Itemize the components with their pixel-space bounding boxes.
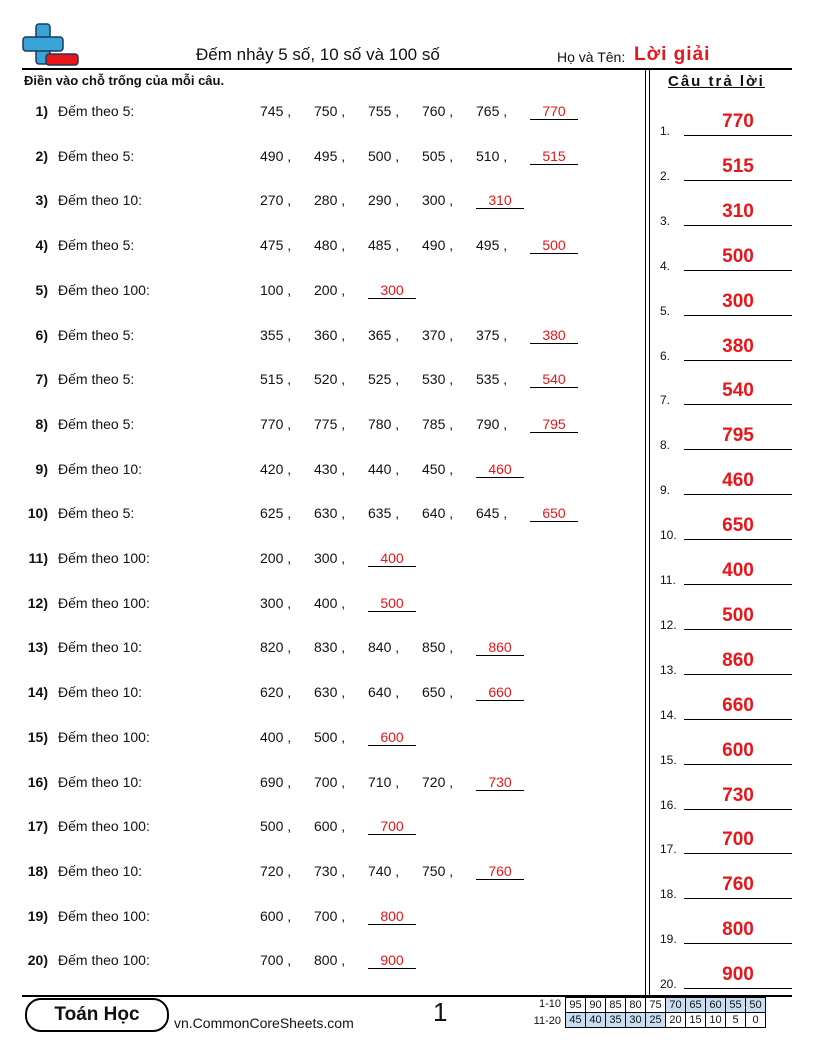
- worksheet-title: Đếm nhảy 5 số, 10 số và 100 số: [196, 45, 440, 64]
- question-prompt: Đếm theo 10:: [58, 684, 143, 701]
- sequence-term: 505 ,: [422, 147, 454, 164]
- answer-value: 800: [722, 919, 754, 941]
- answer-value: 770: [722, 111, 754, 132]
- question-number: 5): [35, 281, 48, 298]
- answer-key-row: [660, 512, 792, 542]
- number-sequence: [260, 639, 524, 656]
- sequence-term: 720 ,: [260, 862, 292, 879]
- answer-number: 1.: [660, 124, 671, 138]
- answer-value: 460: [722, 470, 754, 492]
- answer-blank: 540: [530, 371, 578, 388]
- sequence-term: 420 ,: [260, 460, 292, 477]
- sequence-term: 515 ,: [260, 371, 292, 388]
- question-prompt: Đếm theo 5:: [58, 415, 135, 432]
- question-row: [0, 371, 640, 401]
- question-prompt: Đếm theo 100:: [58, 594, 150, 611]
- score-cell: 70: [666, 998, 686, 1013]
- sequence-term: 490 ,: [260, 147, 292, 164]
- sequence-term: 430 ,: [314, 460, 346, 477]
- question-prompt: Đếm theo 10:: [58, 460, 143, 477]
- sequence-term: 280 ,: [314, 192, 346, 209]
- answer-key-row: [660, 647, 792, 677]
- sequence-term: 650 ,: [422, 684, 454, 701]
- answer-key-row: [660, 916, 792, 946]
- answer-line: [684, 180, 792, 181]
- question-prompt: Đếm theo 100:: [58, 907, 150, 924]
- number-sequence: [260, 595, 416, 612]
- answer-number: 13.: [660, 662, 677, 677]
- brand-badge: Toán Học: [25, 998, 169, 1032]
- sequence-term: 630 ,: [314, 505, 346, 522]
- answer-line: [684, 764, 792, 765]
- sequence-term: 620 ,: [260, 684, 292, 701]
- score-cell: 60: [706, 998, 726, 1013]
- number-sequence: [260, 371, 578, 388]
- answer-number: 15.: [660, 752, 677, 767]
- answer-value: 300: [722, 290, 754, 312]
- sequence-term: 475 ,: [260, 237, 292, 254]
- question-number: 7): [35, 371, 48, 388]
- sequence-term: 750 ,: [314, 103, 346, 119]
- answer-blank: 460: [476, 461, 524, 478]
- answer-value: 515: [722, 155, 754, 177]
- answer-key-row: [660, 602, 792, 632]
- answer-blank: 700: [368, 818, 416, 835]
- answer-line: [684, 270, 792, 271]
- question-row: [0, 416, 640, 446]
- answer-number: 12.: [660, 617, 677, 632]
- top-rule: [22, 68, 792, 70]
- answer-blank: 400: [368, 550, 416, 567]
- number-sequence: [260, 461, 524, 478]
- sequence-term: 600 ,: [314, 818, 346, 835]
- sequence-term: 700 ,: [314, 907, 346, 924]
- number-sequence: [260, 684, 524, 701]
- answer-number: 19.: [660, 932, 677, 947]
- question-row: [0, 684, 640, 714]
- answer-key-row: [660, 826, 792, 856]
- sequence-term: 480 ,: [314, 237, 346, 254]
- answer-blank: 730: [476, 774, 524, 791]
- sequence-term: 830 ,: [314, 639, 346, 656]
- answer-value: 660: [722, 694, 754, 716]
- question-number: 20): [27, 952, 48, 969]
- question-number: 9): [35, 460, 48, 477]
- question-number: 12): [27, 594, 48, 611]
- sequence-term: 840 ,: [368, 639, 400, 656]
- question-row: [0, 461, 640, 491]
- answer-line: [684, 584, 792, 585]
- sequence-term: 525 ,: [368, 371, 400, 388]
- score-cell: 65: [686, 998, 706, 1013]
- answer-number: 17.: [660, 842, 677, 857]
- name-label: Họ và Tên:: [557, 49, 626, 65]
- question-prompt: Đếm theo 100:: [58, 728, 150, 745]
- answer-key-row: [660, 871, 792, 901]
- answer-line: [684, 898, 792, 899]
- question-prompt: Đếm theo 100:: [58, 818, 150, 835]
- answer-value: 900: [722, 964, 754, 986]
- sequence-term: 375 ,: [476, 326, 508, 343]
- answer-key-row: [660, 377, 792, 407]
- answer-value: 650: [722, 515, 754, 537]
- answer-value: 540: [722, 380, 754, 402]
- answer-value: 600: [722, 739, 754, 761]
- answer-blank: 300: [368, 282, 416, 299]
- answer-number: 10.: [660, 528, 677, 543]
- question-row: [0, 103, 640, 133]
- answer-key-row: [660, 422, 792, 452]
- number-sequence: [260, 237, 578, 254]
- question-number: 14): [27, 684, 48, 701]
- question-row: [0, 818, 640, 848]
- answer-key-row: [660, 198, 792, 228]
- answer-blank: 660: [476, 684, 524, 701]
- score-cell: 0: [746, 1013, 766, 1028]
- number-sequence: [260, 863, 524, 880]
- sequence-term: 370 ,: [422, 326, 454, 343]
- sequence-term: 760 ,: [422, 103, 454, 119]
- sequence-term: 750 ,: [422, 862, 454, 879]
- answer-value: 795: [722, 425, 754, 447]
- sequence-term: 535 ,: [476, 371, 508, 388]
- number-sequence: [260, 952, 416, 969]
- question-row: [0, 237, 640, 267]
- question-row: [0, 863, 640, 893]
- number-sequence: [260, 416, 578, 433]
- answer-blank: 380: [530, 327, 578, 344]
- sequence-term: 530 ,: [422, 371, 454, 388]
- question-prompt: Đếm theo 100:: [58, 281, 150, 298]
- sequence-term: 200 ,: [314, 281, 346, 298]
- answer-value: 700: [722, 829, 754, 851]
- question-prompt: Đếm theo 5:: [58, 103, 135, 119]
- answer-key-row: [660, 108, 792, 138]
- sequence-term: 820 ,: [260, 639, 292, 656]
- sequence-term: 300 ,: [260, 594, 292, 611]
- sequence-term: 300 ,: [314, 550, 346, 566]
- score-cell: 35: [606, 1013, 626, 1028]
- question-number: 1): [35, 103, 48, 119]
- sequence-term: 495 ,: [314, 147, 346, 164]
- answer-line: [684, 315, 792, 316]
- score-table: [565, 997, 766, 1028]
- number-sequence: [260, 148, 578, 165]
- number-sequence: [260, 729, 416, 746]
- question-row: [0, 327, 640, 357]
- question-number: 10): [27, 505, 48, 522]
- question-prompt: Đếm theo 5:: [58, 505, 135, 522]
- answer-number: 18.: [660, 887, 677, 902]
- sequence-term: 485 ,: [368, 237, 400, 254]
- question-row: [0, 639, 640, 669]
- answer-number: 11.: [660, 573, 676, 587]
- sequence-term: 780 ,: [368, 415, 400, 432]
- answer-line: [684, 360, 792, 361]
- number-sequence: [260, 505, 578, 522]
- question-number: 11): [28, 550, 48, 566]
- answer-line: [684, 494, 792, 495]
- answer-number: 16.: [660, 797, 677, 812]
- question-number: 4): [35, 237, 48, 254]
- score-cell: 20: [666, 1013, 686, 1028]
- score-label-1-10: 1-10: [538, 998, 561, 1010]
- sequence-term: 790 ,: [476, 415, 508, 432]
- sequence-term: 400 ,: [260, 728, 292, 745]
- sequence-term: 850 ,: [422, 639, 454, 656]
- question-row: [0, 774, 640, 804]
- question-row: [0, 729, 640, 759]
- sequence-term: 270 ,: [260, 192, 292, 209]
- sequence-term: 360 ,: [314, 326, 346, 343]
- sequence-term: 500 ,: [314, 728, 346, 745]
- answer-number: 4.: [660, 258, 671, 273]
- sequence-term: 740 ,: [368, 862, 400, 879]
- sequence-term: 500 ,: [260, 818, 292, 835]
- sequence-term: 600 ,: [260, 907, 292, 924]
- answer-blank: 900: [368, 952, 416, 969]
- question-row: [0, 192, 640, 222]
- answer-line: [684, 135, 792, 136]
- sequence-term: 645 ,: [476, 505, 508, 522]
- answer-blank: 600: [368, 729, 416, 746]
- sequence-term: 640 ,: [368, 684, 400, 701]
- answer-number: 7.: [660, 393, 671, 408]
- answer-line: [684, 629, 792, 630]
- question-row: [0, 595, 640, 625]
- answer-value: 500: [722, 604, 754, 626]
- sequence-term: 730 ,: [314, 862, 346, 879]
- score-cell: 95: [566, 998, 586, 1013]
- sequence-term: 300 ,: [422, 192, 454, 209]
- answer-blank: 795: [530, 416, 578, 433]
- answer-number: 14.: [660, 707, 677, 722]
- answer-blank: 310: [476, 192, 524, 209]
- sequence-term: 710 ,: [368, 773, 400, 790]
- answer-value: 310: [722, 200, 754, 222]
- question-prompt: Đếm theo 100:: [58, 550, 150, 566]
- score-cell: 30: [626, 1013, 646, 1028]
- number-sequence: [260, 818, 416, 835]
- sequence-term: 440 ,: [368, 460, 400, 477]
- question-row: [0, 148, 640, 178]
- sequence-term: 495 ,: [476, 237, 508, 254]
- answer-value: 500: [722, 245, 754, 267]
- answer-number: 3.: [660, 213, 671, 228]
- answer-blank: 650: [530, 505, 578, 522]
- question-row: [0, 505, 640, 535]
- answer-line: [684, 988, 792, 989]
- answer-number: 8.: [660, 438, 671, 453]
- question-number: 3): [35, 192, 48, 209]
- number-sequence: [260, 908, 416, 925]
- sequence-term: 765 ,: [476, 103, 508, 119]
- number-sequence: [260, 282, 416, 299]
- question-prompt: Đếm theo 10:: [58, 773, 143, 790]
- question-number: 8): [35, 415, 48, 432]
- sequence-term: 200 ,: [260, 550, 292, 566]
- question-prompt: Đếm theo 10:: [58, 192, 143, 209]
- answer-blank: 760: [476, 863, 524, 880]
- answer-number: 5.: [660, 303, 671, 318]
- answer-blank: 770: [530, 103, 578, 120]
- answer-blank: 860: [476, 639, 524, 656]
- score-cell: 15: [686, 1013, 706, 1028]
- answer-key-row: [660, 243, 792, 273]
- answer-value: 730: [722, 784, 754, 806]
- number-sequence: [260, 192, 524, 209]
- sequence-term: 490 ,: [422, 237, 454, 254]
- sequence-term: 625 ,: [260, 505, 292, 522]
- answer-value: 400: [722, 560, 754, 581]
- answer-key-row: [660, 961, 792, 991]
- answer-line: [684, 225, 792, 226]
- answer-key-row: [660, 692, 792, 722]
- question-number: 16): [27, 773, 48, 790]
- sequence-term: 720 ,: [422, 773, 454, 790]
- answer-number: 6.: [660, 348, 671, 363]
- answer-blank: 515: [530, 148, 578, 165]
- question-number: 19): [27, 907, 48, 924]
- score-row: [566, 1013, 766, 1028]
- score-label-11-20: 11-20: [533, 1015, 561, 1027]
- score-cell: 85: [606, 998, 626, 1013]
- score-cell: 90: [586, 998, 606, 1013]
- question-number: 6): [35, 326, 48, 343]
- website-text: vn.CommonCoreSheets.com: [174, 1015, 354, 1031]
- number-sequence: [260, 103, 578, 120]
- question-prompt: Đếm theo 5:: [58, 237, 135, 254]
- number-sequence: [260, 327, 578, 344]
- sequence-term: 700 ,: [260, 952, 292, 969]
- answer-line: [684, 809, 792, 810]
- sequence-term: 510 ,: [476, 147, 508, 164]
- answer-line: [684, 674, 792, 675]
- answer-blank: 500: [368, 595, 416, 612]
- question-number: 15): [27, 728, 48, 745]
- answer-blank: 500: [530, 237, 578, 254]
- question-prompt: Đếm theo 5:: [58, 147, 135, 164]
- answer-number: 20.: [660, 977, 677, 992]
- sequence-term: 365 ,: [368, 326, 400, 343]
- answer-column-divider: [645, 69, 650, 995]
- sequence-term: 745 ,: [260, 103, 292, 119]
- score-cell: 45: [566, 1013, 586, 1028]
- answer-key-header: Câu trả lời: [668, 73, 765, 90]
- answer-line: [684, 943, 792, 944]
- sequence-term: 775 ,: [314, 415, 346, 432]
- sequence-term: 770 ,: [260, 415, 292, 432]
- sequence-term: 400 ,: [314, 594, 346, 611]
- plus-minus-logo-icon: [22, 23, 80, 67]
- question-prompt: Đếm theo 100:: [58, 952, 150, 969]
- instructions: Điền vào chỗ trống của mỗi câu.: [24, 73, 225, 88]
- number-sequence: [260, 550, 416, 567]
- answer-line: [684, 719, 792, 720]
- answer-value: 860: [722, 649, 754, 671]
- question-number: 17): [27, 818, 48, 835]
- answer-line: [684, 853, 792, 854]
- question-row: [0, 952, 640, 982]
- sequence-term: 635 ,: [368, 505, 400, 522]
- sequence-term: 700 ,: [314, 773, 346, 790]
- answer-number: 9.: [660, 483, 671, 498]
- score-cell: 10: [706, 1013, 726, 1028]
- answer-key-row: [660, 288, 792, 318]
- sequence-term: 450 ,: [422, 460, 454, 477]
- score-cell: 50: [746, 998, 766, 1013]
- question-number: 13): [27, 639, 48, 656]
- sequence-term: 355 ,: [260, 326, 292, 343]
- score-cell: 80: [626, 998, 646, 1013]
- sequence-term: 640 ,: [422, 505, 454, 522]
- number-sequence: [260, 774, 524, 791]
- answer-line: [684, 404, 792, 405]
- answer-value: 380: [722, 335, 754, 357]
- sequence-term: 755 ,: [368, 103, 400, 119]
- score-cell: 25: [646, 1013, 666, 1028]
- sequence-term: 520 ,: [314, 371, 346, 388]
- score-row: [566, 998, 766, 1013]
- score-cell: 40: [586, 1013, 606, 1028]
- sequence-term: 100 ,: [260, 281, 292, 298]
- answer-value: 760: [722, 874, 754, 896]
- question-prompt: Đếm theo 5:: [58, 371, 135, 388]
- question-number: 2): [35, 147, 48, 164]
- sequence-term: 290 ,: [368, 192, 400, 209]
- sequence-term: 630 ,: [314, 684, 346, 701]
- sequence-term: 690 ,: [260, 773, 292, 790]
- score-cell: 55: [726, 998, 746, 1013]
- question-row: [0, 908, 640, 938]
- name-value: Lời giải: [634, 44, 711, 65]
- question-prompt: Đếm theo 10:: [58, 862, 143, 879]
- sequence-term: 785 ,: [422, 415, 454, 432]
- answer-key-row: [660, 782, 792, 812]
- answer-line: [684, 539, 792, 540]
- answer-key-row: [660, 333, 792, 363]
- page-number: 1: [433, 997, 448, 1027]
- score-cell: 5: [726, 1013, 746, 1028]
- answer-line: [684, 449, 792, 450]
- answer-key-row: [660, 737, 792, 767]
- answer-key-row: [660, 467, 792, 497]
- answer-number: 2.: [660, 168, 671, 183]
- answer-blank: 800: [368, 908, 416, 925]
- score-cell: 75: [646, 998, 666, 1013]
- sequence-term: 800 ,: [314, 952, 346, 969]
- sequence-term: 500 ,: [368, 147, 400, 164]
- question-row: [0, 550, 640, 580]
- answer-key-row: [660, 153, 792, 183]
- answer-key-row: [660, 557, 792, 587]
- question-prompt: Đếm theo 10:: [58, 639, 143, 656]
- question-number: 18): [27, 862, 48, 879]
- question-row: [0, 282, 640, 312]
- question-prompt: Đếm theo 5:: [58, 326, 135, 343]
